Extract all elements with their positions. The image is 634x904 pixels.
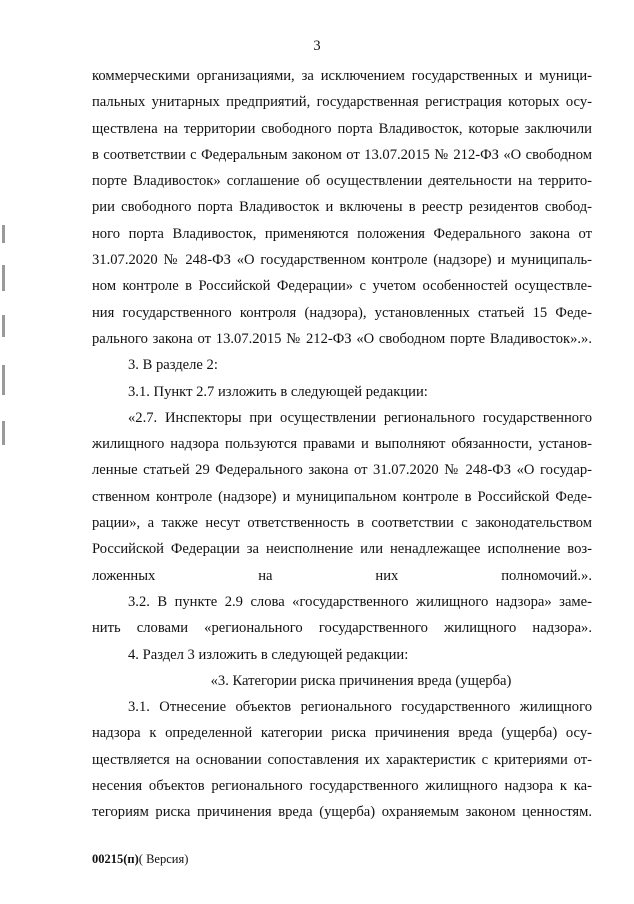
text-line: 31.07.2020 № 248-ФЗ «О государственном контроле (надзоре) и муниципаль- [92,252,592,269]
text-line: надзора к определенной категории риска причинения вреда (ущерба) осу- [92,725,592,742]
text-line: ложенных на них полномочий.». [92,567,592,584]
text-line: коммерческими организациями, за исключением государственных и муници- [92,68,592,84]
text-line: 4. Раздел 3 изложить в следующей редакции: [128,646,409,663]
text-line: 3. В разделе 2: [128,357,218,374]
text-line: ния государственного контроля (надзора), установленных статьей 15 Феде- [92,304,592,321]
text-line: «3. Категории риска причинения вреда (ущерба) [210,672,512,689]
text-line: в соответствии с Федеральным законом от 13.07.2015 № 212-ФЗ «О свободном [92,146,592,163]
section-3-heading [92,668,592,694]
paragraph-section-2 [92,352,592,378]
paragraph-item-3-2 [92,589,592,642]
text-line: рации», а также несут ответственность в соответствии с законодательством [92,515,592,532]
text-line: пальных унитарных предприятий, государственная регистрация которых осу- [92,94,592,111]
text-line: тегориям риска причинения вреда (ущерба) охраняемым законом ценностям. [92,804,592,821]
footer-document-code [92,852,188,867]
paragraph-item-3-1-risk-categories [92,694,592,825]
text-line: рии свободного порта Владивосток и включены в реестр резидентов свобод- [92,199,592,216]
text-line: ном контроле в Российской Федерации» с учетом особенностей осуществле- [92,278,592,295]
paragraph-item-2-7-inspectors [92,405,592,589]
text-line: несения объектов регионального государственного жилищного надзора к ка- [92,778,592,795]
text-line: ного порта Владивосток, применяются положения Федерального закона от [92,225,592,242]
document-code: 00215(п) [92,852,139,866]
text-line: Российской Федерации за неисполнение или ненадлежащее исполнение воз- [92,541,592,558]
text-line: 3.1. Пункт 2.7 изложить в следующей редакции: [128,383,428,400]
page-number: 3 [313,38,321,54]
text-line: 3.1. Отнесение объектов регионального государственного жилищного [128,699,592,716]
text-line: порте Владивосток» соглашение об осуществлении деятельности на террито- [92,173,592,190]
text-line: ственном контроле (надзоре) и муниципальном контроле в Российской Феде- [92,488,592,505]
text-line: рального закона от 13.07.2015 № 212-ФЗ «О свободном порте Владивосток».». [92,330,592,347]
text-line: нить словами «регионального государственного жилищного надзора». [92,620,592,637]
text-line: «2.7. Инспекторы при осуществлении регионального государственного [128,409,592,426]
paragraph-section-3-replace [92,642,592,668]
text-line: ленные статьей 29 Федерального закона от 31.07.2020 № 248-ФЗ «О государ- [92,462,592,479]
text-line: ществлена на территории свободного порта Владивосток, которые заключили [92,120,592,137]
version-label: ( Версия) [138,852,189,866]
margin-scan-marks [2,225,6,455]
paragraph-free-port-residents [92,63,592,352]
text-line: 3.2. В пункте 2.9 слова «государственного жилищного надзора» заме- [128,593,592,610]
document-body [92,63,592,826]
text-line: жилищного надзора пользуются правами и выполняют обязанности, установ- [92,436,592,453]
text-line: ществляется на основании сопоставления их характеристик с критериями от- [92,751,592,768]
paragraph-item-3-1 [92,379,592,405]
